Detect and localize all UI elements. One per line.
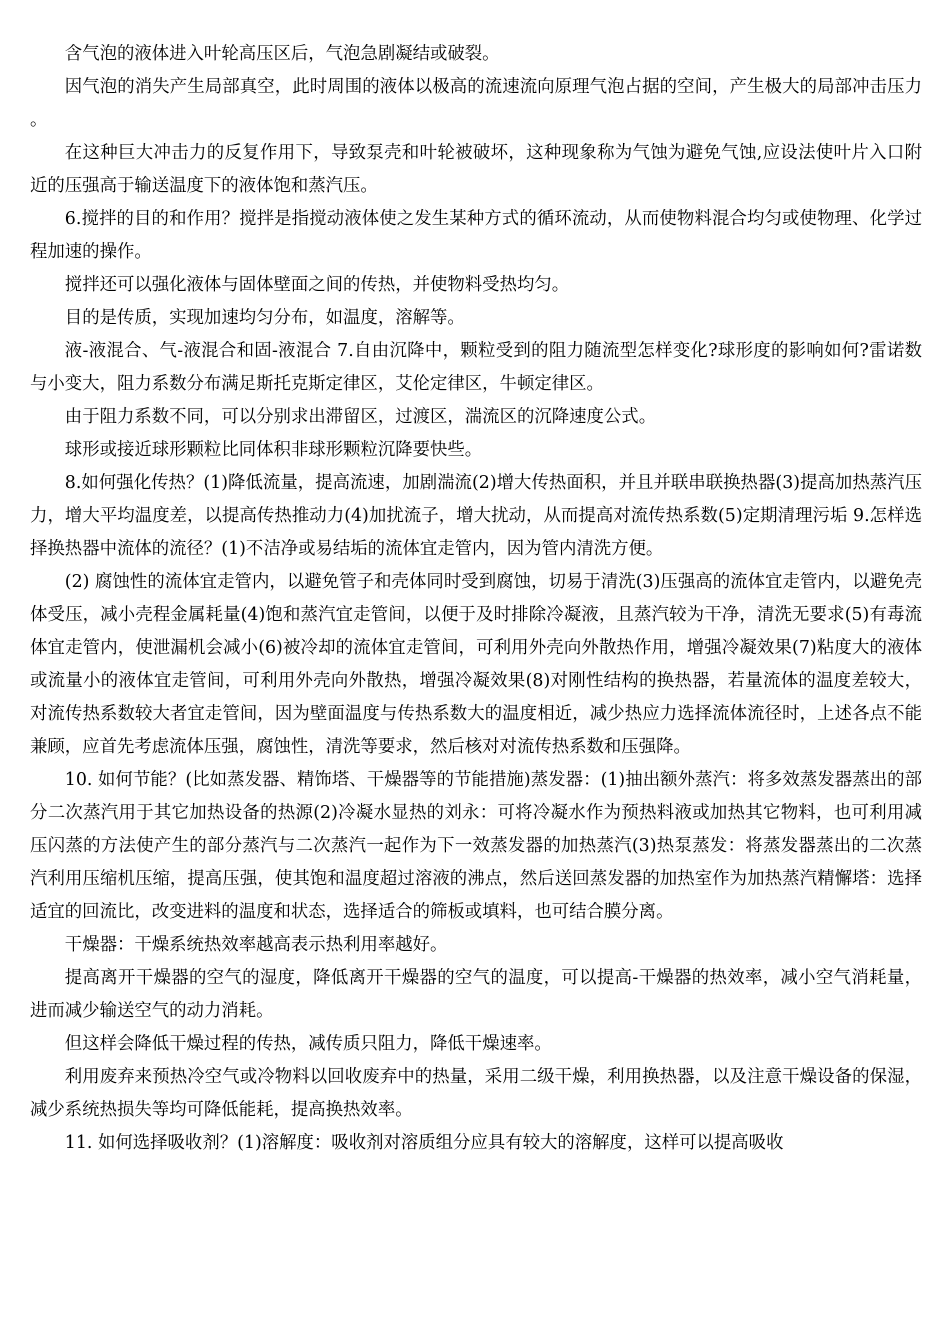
paragraph-14: 提高离开干燥器的空气的湿度，降低离开干燥器的空气的温度，可以提高-干燥器的热效率，减小空气消耗量，进而减少输送空气的动力消耗。 xyxy=(30,968,922,1021)
paragraph-15: 但这样会降低干燥过程的传热，减传质只阻力，降低干燥速率。 xyxy=(64,1034,552,1054)
paragraph-7: 液-液混合、气-液混合和固-液混合 7.自由沉降中，颗粒受到的阻力随流型怎样变化?球形度的影响如何?雷诺数与小变大，阻力系数分布满足斯托克斯定律区，艾伦定律区，牛顿定律区。 xyxy=(30,341,922,394)
paragraph-11: (2) 腐蚀性的流体宜走管内，以避免管子和壳体同时受到腐蚀，切易于清洗(3)压强高的流体宜走管内，以避免壳体受压，减小壳程金属耗量(4)饱和蒸汽宜走管间，以便于及时排除冷凝液，且蒸汽较为干净，清洗无要求(5)有毒流体宜走管内，使泄漏机会减小(6)被冷却的流体宜走管间，可利用外壳向外散热作用，增强冷凝效果(7)粘度大的液体或流量小的液体宜走管间，可利用外壳向外散热，增强冷凝效果(8)对刚性结构的换热器，若量流体的温度差较大，对流传热系数较大者宜走管间，因为壁面温度与传热系数大的温度相近，减少热应力选择流体流径时，上述各点不能兼顾，应首先考虑流体压强，腐蚀性，清洗等要求，然后核对对流传热系数和压强降。 xyxy=(30,572,922,757)
paragraph-12: 10. 如何节能？(比如蒸发器、精饰塔、干燥器等的节能措施)蒸发器：(1)抽出额外蒸汽：将多效蒸发器蒸出的部分二次蒸汽用于其它加热设备的热源(2)冷凝水显热的刘永：可将冷凝水作为预热料液或加热其它物料，也可利用减压闪蒸的方法使产生的部分蒸汽与二次蒸汽一起作为下一效蒸发器的加热蒸汽(3)热泵蒸发：将蒸发器蒸出的二次蒸汽利用压缩机压缩，提高压强，使其饱和温度超过溶液的沸点，然后送回蒸发器的加热室作为加热蒸汽精懈塔：选择适宜的回流比，改变进料的温度和状态，选择适合的筛板或填料，也可结合膜分离。 xyxy=(30,770,922,922)
paragraph-2: 因气泡的消失产生局部真空，此时周围的液体以极高的流速流向原理气泡占据的空间，产生极大的局部冲击压力。 xyxy=(30,77,922,130)
paragraph-13: 干燥器：干燥系统热效率越高表示热利用率越好。 xyxy=(64,935,448,955)
document-page xyxy=(30,38,922,1160)
paragraph-16: 利用废弃来预热冷空气或冷物料以回收废弃中的热量，采用二级干燥，利用换热器，以及注意干燥设备的保湿，减少系统热损失等均可降低能耗，提高换热效率。 xyxy=(30,1067,922,1120)
paragraph-4: 6.搅拌的目的和作用？搅拌是指搅动液体使之发生某种方式的循环流动，从而使物料混合均匀或使物理、化学过程加速的操作。 xyxy=(30,209,922,262)
paragraph-9: 球形或接近球形颗粒比同体积非球形颗粒沉降要快些。 xyxy=(64,440,483,460)
paragraph-10: 8.如何强化传热？(1)降低流量，提高流速，加剧湍流(2)增大传热面积，并且并联串联换热器(3)提高加热蒸汽压力，增大平均温度差，以提高传热推动力(4)加扰流子，增大扰动，从而提高对流传热系数(5)定期清理污垢 9.怎样选择换热器中流体的流径？(1)不洁净或易结垢的流体宜走管内，因为管内清洗方便。 xyxy=(30,473,922,559)
paragraph-3: 在这种巨大冲击力的反复作用下，导致泵壳和叶轮被破坏，这种现象称为气蚀为避免气蚀,应设法使叶片入口附近的压强高于输送温度下的液体饱和蒸汽压。 xyxy=(30,143,922,196)
paragraph-6: 目的是传质，实现加速均匀分布，如温度，溶解等。 xyxy=(64,308,465,328)
paragraph-8: 由于阻力系数不同，可以分别求出滞留区，过渡区，湍流区的沉降速度公式。 xyxy=(64,407,657,427)
paragraph-17: 11. 如何选择吸收剂？(1)溶解度：吸收剂对溶质组分应具有较大的溶解度，这样可以提高吸收 xyxy=(64,1133,784,1153)
paragraph-1: 含气泡的液体进入叶轮高压区后，气泡急剧凝结或破裂。 xyxy=(64,44,500,64)
paragraph-5: 搅拌还可以强化液体与固体壁面之间的传热，并使物料受热均匀。 xyxy=(64,275,570,295)
